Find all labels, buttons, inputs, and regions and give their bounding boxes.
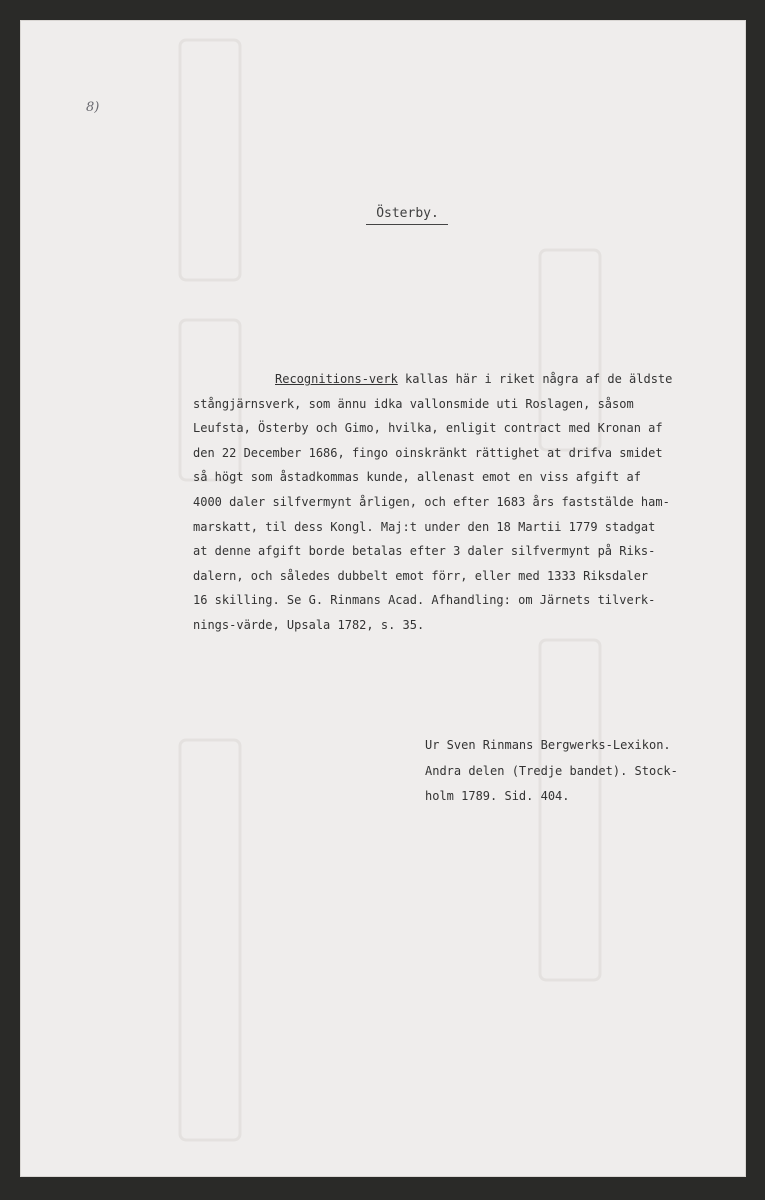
body-line: 4000 daler silfvermynt årligen, och efter 1683 års faststälde ham- [193,494,670,509]
document-page [20,20,746,1177]
body-line: så högt som åstadkommas kunde, allenast emot en viss afgift af [193,470,641,485]
body-line: 16 skilling. Se G. Rinmans Acad. Afhandling: om Järnets tilverk- [193,593,656,608]
page-title: Österby. [376,206,439,221]
body-paragraph [193,367,733,638]
lead-term: Recognitions-verk [275,372,398,386]
body-line: marskatt, til dess Kongl. Maj:t under den 18 Martii 1779 stadgat [193,519,656,534]
citation-line: holm 1789. Sid. 404. [425,789,570,803]
citation-line: Andra delen (Tredje bandet). Stock- [425,763,678,778]
body-line: stångjärnsverk, som ännu idka vallonsmide uti Roslagen, såsom [193,396,634,411]
body-line: at denne afgift borde betalas efter 3 daler silfvermynt på Riks- [193,544,656,559]
body-line: den 22 December 1686, fingo oinskränkt rättighet at drifva smidet [193,445,663,460]
citation-line: Ur Sven Rinmans Bergwerks-Lexikon. [425,738,671,752]
source-citation [425,733,678,810]
title-underline [366,224,448,225]
body-line [193,367,733,392]
first-line-text: kallas här i riket några af de äldste [397,372,673,386]
page-number: 8) [86,100,100,115]
body-line: dalern, och således dubbelt emot förr, eller med 1333 Riksdaler [193,568,649,583]
body-line: nings-värde, Upsala 1782, s. 35. [193,617,425,632]
body-line: Leufsta, Österby och Gimo, hvilka, enligit contract med Kronan af [193,421,663,436]
